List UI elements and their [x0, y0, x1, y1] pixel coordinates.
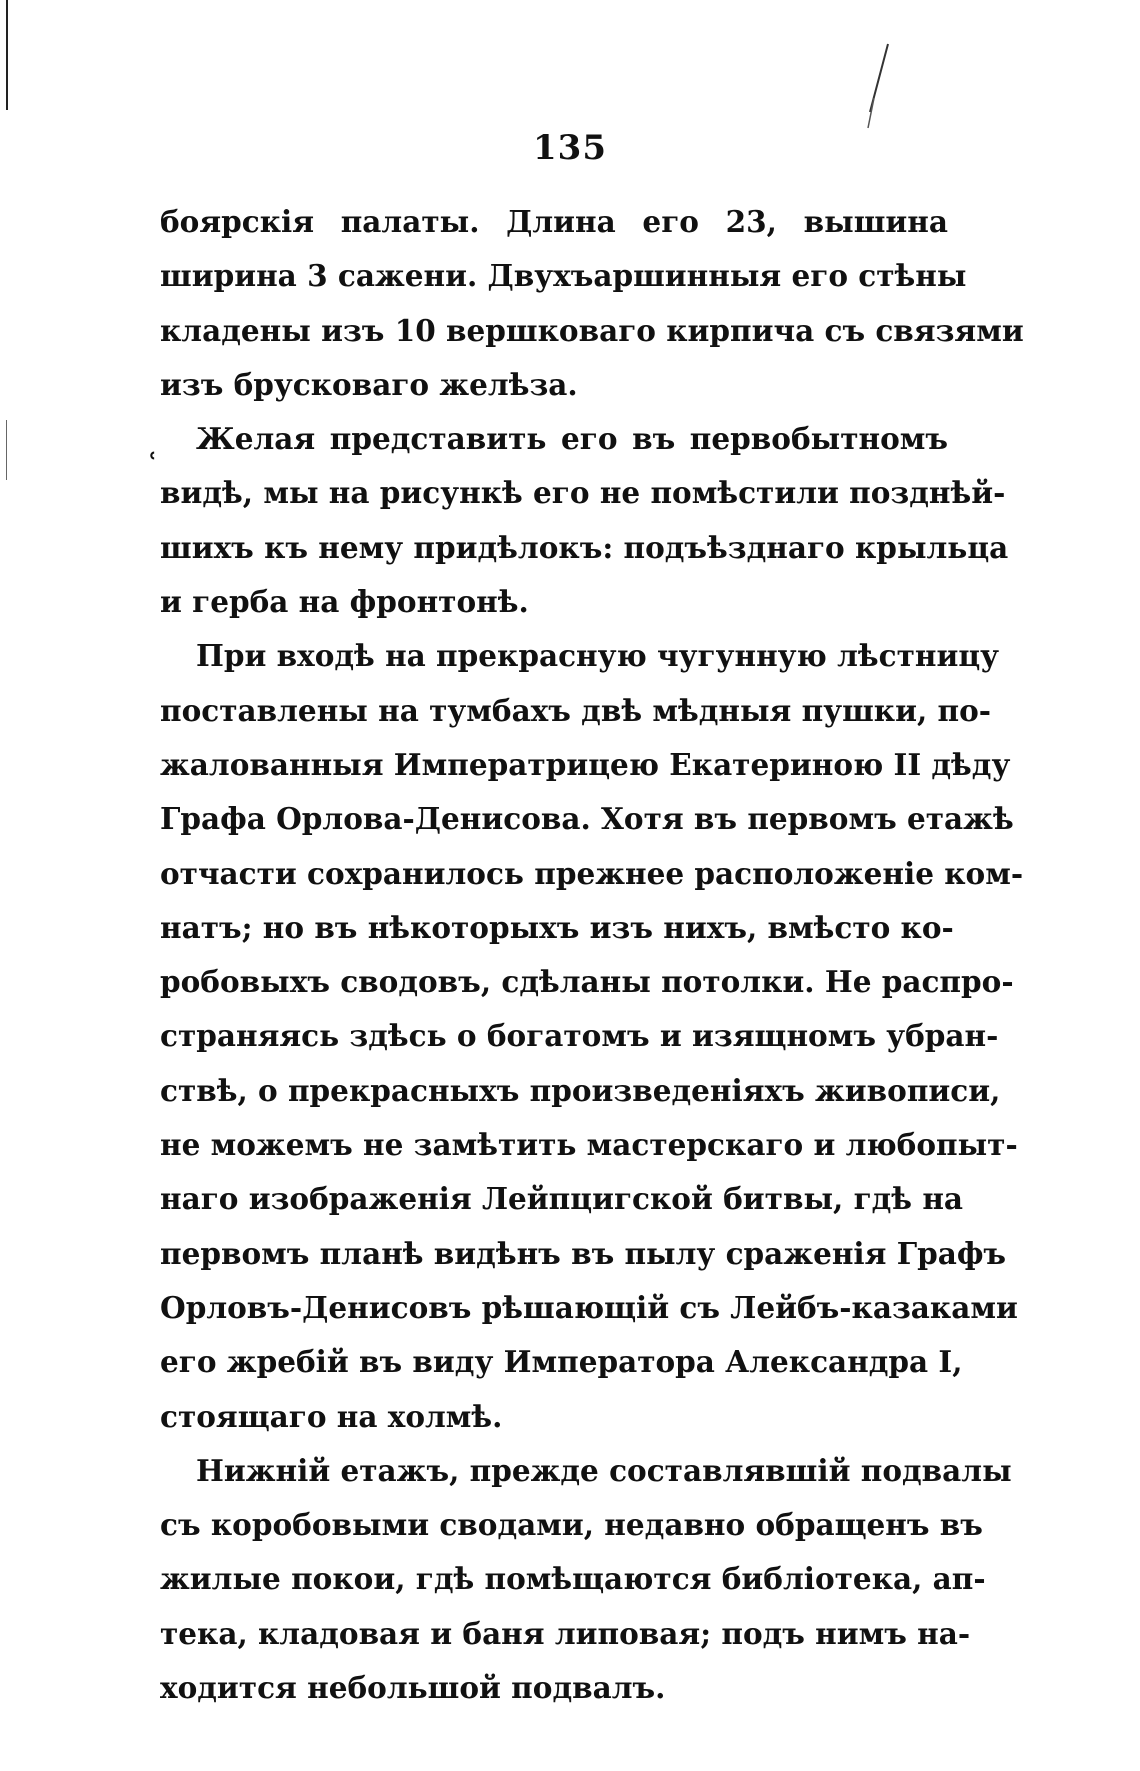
body-text — [160, 195, 1024, 1715]
text-line: натъ; но въ нѣкоторыхъ изъ нихъ, вмѣсто ко- — [160, 909, 954, 945]
text-line: кладены изъ 10 вершковаго кирпича съ связями — [160, 312, 1024, 348]
pencil-mark-icon — [840, 40, 900, 130]
text-line: Орловъ-Денисовъ рѣшающій съ Лейбъ-казаками — [160, 1289, 1018, 1325]
page-number: 135 — [533, 128, 607, 168]
text-line: ширина 3 сажени. Двухъаршинныя его стѣны — [160, 258, 967, 294]
scan-edge-left-mid — [6, 420, 7, 480]
text-line: наго изображенія Лейпцигской битвы, гдѣ на — [160, 1181, 964, 1217]
text-line: шихъ къ нему придѣлокъ: подъѣзднаго крыльца — [160, 529, 1009, 565]
text-line: и герба на фронтонѣ. — [160, 584, 529, 620]
text-line: первомъ планѣ видѣнъ въ пылу сраженія Графъ — [160, 1235, 1007, 1271]
text-line: его жребій въ виду Императора Александра I, — [160, 1344, 963, 1380]
text-line: Нижній етажъ, прежде составлявшій подвалы — [196, 1452, 1012, 1488]
text-line: Желая представить его въ первобытномъ — [196, 421, 948, 457]
text-line: Графа Орлова-Денисова. Хотя въ первомъ етажѣ — [160, 801, 1014, 837]
text-line: ствѣ, о прекрасныхъ произведеніяхъ живописи, — [160, 1072, 1001, 1108]
text-line: изъ брусковаго желѣза. — [160, 366, 578, 402]
text-line: отчасти сохранилось прежнее расположеніе ком- — [160, 855, 1024, 891]
text-line: боярскія палаты. Длина его 23, вышина — [160, 204, 948, 239]
text-line: тека, кладовая и баня липовая; подъ нимъ на- — [160, 1615, 971, 1651]
text-line: робовыхъ сводовъ, сдѣланы потолки. Не распро- — [160, 964, 1014, 1000]
text-line: поставлены на тумбахъ двѣ мѣдныя пушки, по- — [160, 692, 992, 728]
text-line: жалованныя Императрицею Екатериною II дѣду — [160, 746, 1011, 782]
text-line: ходится небольшой подвалъ. — [160, 1670, 666, 1706]
text-line: не можемъ не замѣтить мастерскаго и любопыт- — [160, 1127, 1018, 1163]
text-line: страняясь здѣсь о богатомъ и изящномъ убран- — [160, 1018, 999, 1054]
text-line: съ коробовыми сводами, недавно обращенъ въ — [160, 1507, 983, 1543]
text-line: видѣ, мы на рисункѣ его не помѣстили позднѣй- — [160, 475, 1006, 511]
text-line: жилые покои, гдѣ помѣщаются библіотека, ап- — [160, 1561, 986, 1597]
text-line: стоящаго на холмѣ. — [160, 1398, 503, 1434]
margin-mark: ʿ — [147, 447, 158, 480]
scan-edge-left — [6, 0, 8, 110]
text-line: При входѣ на прекрасную чугунную лѣстницу — [196, 638, 999, 674]
